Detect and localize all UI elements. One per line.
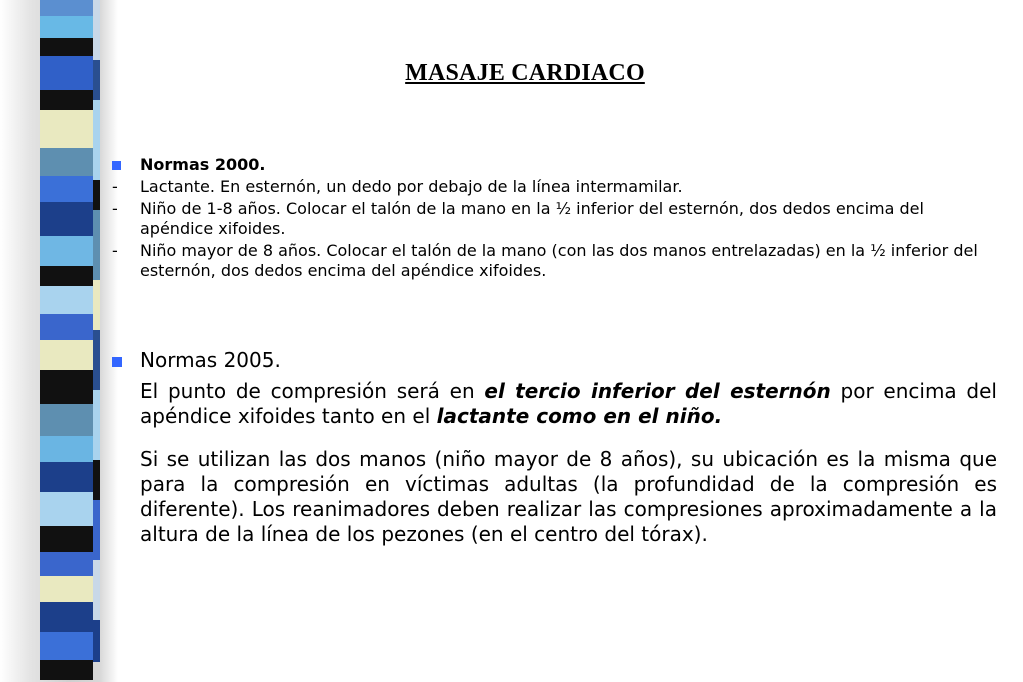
stripe-band [40,632,93,660]
stripe-band [40,370,93,404]
section-normas-2005 [102,348,997,547]
stripe-band [93,500,100,560]
list-item: - Niño de 1-8 años. Colocar el talón de la mano en la ½ inferior del esternón, dos dedos encima del apéndice xifoides. [102,199,982,239]
stripe-band [40,266,93,286]
list-item-text: Lactante. En esternón, un dedo por debajo de la línea intermamilar. [140,177,683,196]
stripe-band [40,110,93,148]
stripe-band [40,492,93,526]
decorative-stripe [40,0,93,682]
stripe-band [93,620,100,662]
emphasis-text: lactante como en el niño. [436,404,723,428]
list-item: - Niño mayor de 8 años. Colocar el talón de la mano (con las dos manos entrelazadas) en la ½ inferior del esternón, dos dedos encima del apéndice xifoides. [102,241,982,281]
stripe-band [40,462,93,492]
paragraph-text: por encima del apéndice xifoides tanto en el [140,379,997,428]
stripe-band [40,660,93,680]
section-heading: Normas 2000. [140,155,266,174]
section-heading-row [102,155,982,175]
stripe-band [40,236,93,266]
emphasis-text: el tercio inferior del esternón [484,379,831,403]
stripe-band [93,330,100,390]
stripe-band [40,314,93,340]
stripe-band [93,0,100,60]
paragraph-text: El punto de compresión será en [140,379,485,403]
stripe-band [40,404,93,436]
stripe-band [40,38,93,56]
stripe-band [40,602,93,632]
stripe-band [40,552,93,576]
stripe-band [40,176,93,202]
stripe-band [93,560,100,620]
stripe-band [93,180,100,210]
section-normas-2000 [102,155,982,283]
slide-title: MASAJE CARDIACO [405,60,645,86]
paragraph-two-hands: Si se utilizan las dos manos (niño mayor de 8 años), su ubicación es la misma que para la compresión en víctimas adultas (la profundidad de la compresión es diferente). Los reanimadores deben realizar las compresiones aproximadamente a la altura de la línea de los pezones (en el centro del tórax). [140,447,997,546]
stripe-band [93,280,100,330]
stripe-band [40,340,93,370]
stripe-band [93,210,100,280]
stripe-band [40,526,93,552]
list-item-text: Niño de 1-8 años. Colocar el talón de la mano en la ½ inferior del esternón, dos dedos encima del apéndice xifoides. [140,199,924,238]
paragraph-compression-point [140,379,997,429]
stripe-band [40,16,93,38]
stripe-band [40,576,93,602]
list-item: - Lactante. En esternón, un dedo por debajo de la línea intermamilar. [102,177,982,197]
stripe-band [93,460,100,500]
section-heading: Normas 2005. [140,348,281,372]
square-bullet-icon [112,161,121,170]
stripe-band [40,90,93,110]
stripe-band [40,286,93,314]
stripe-band [93,390,100,460]
section-heading-row [102,348,997,373]
stripe-band [93,100,100,180]
stripe-band [40,0,93,16]
decorative-stripe-edge [93,0,100,682]
stripe-band [40,436,93,462]
stripe-band [40,202,93,236]
square-bullet-icon [112,357,122,367]
stripe-band [40,148,93,176]
list-item-text: Niño mayor de 8 años. Colocar el talón de la mano (con las dos manos entrelazadas) en la ½ inferior del esternón, dos dedos encima del apéndice xifoides. [140,241,978,280]
